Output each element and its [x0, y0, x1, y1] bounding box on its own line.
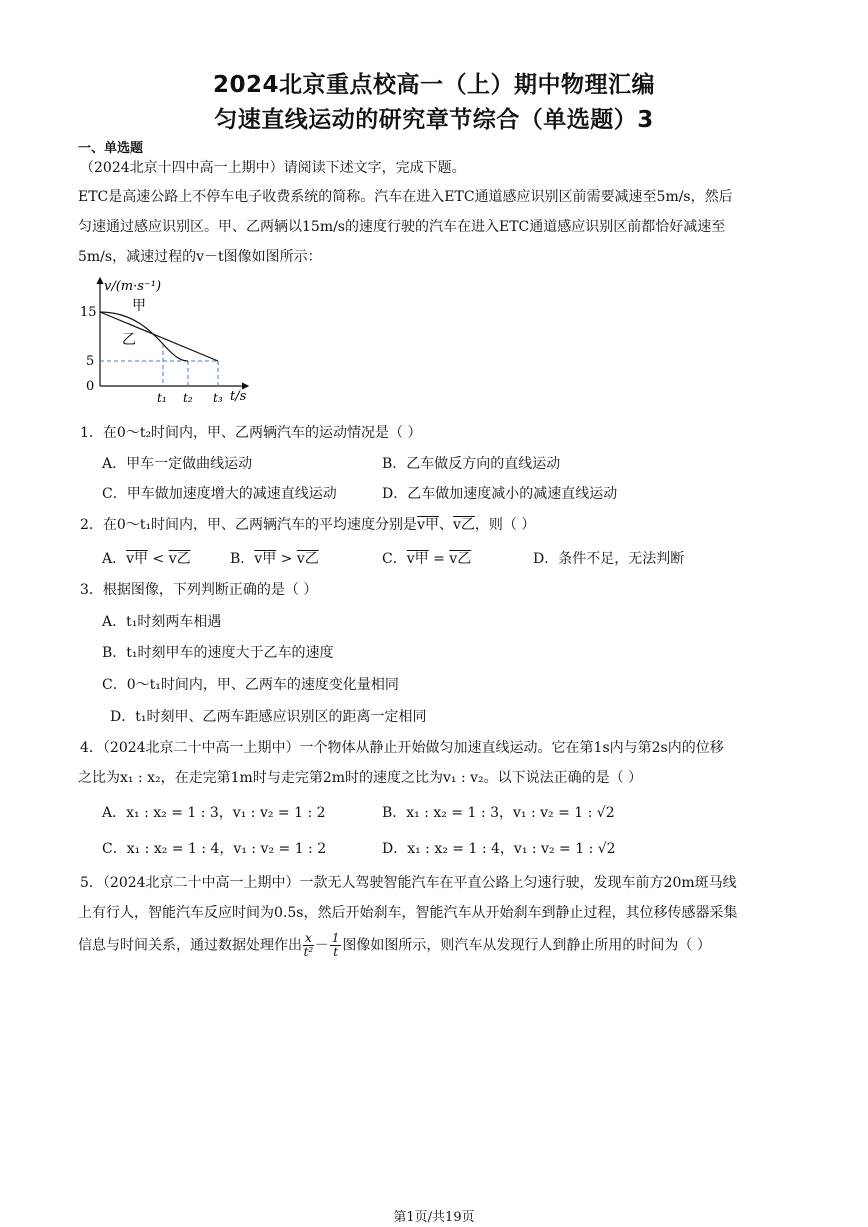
- q3-option-a[interactable]: A．t₁时刻两车相遇: [102, 614, 222, 630]
- label-yi: 乙: [122, 332, 136, 348]
- page-footer: 第1页/共19页: [393, 1210, 475, 1225]
- q5-minus: －: [314, 937, 329, 954]
- q2-option-d[interactable]: D．条件不足，无法判断: [533, 551, 685, 567]
- title-line-1: 2024北京重点校高一（上）期中物理汇编: [212, 72, 655, 98]
- q3-option-b[interactable]: B．t₁时刻甲车的速度大于乙车的速度: [102, 645, 334, 661]
- q2-sep: 、: [438, 517, 453, 533]
- q2-option-a[interactable]: [102, 548, 191, 568]
- intro-line-4: 5m/s，减速过程的v－t图像如图所示：: [78, 249, 322, 265]
- intro-line-2: ETC是高速公路上不停车电子收费系统的简称。汽车在进入ETC通道感应识别区前需要减速至5m/s，然后: [78, 189, 733, 205]
- q2-a-label: A．: [102, 551, 127, 567]
- q2-stem-pre: 2．在0～t₁时间内，甲、乙两辆汽车的平均速度分别是: [80, 517, 418, 533]
- x-tick-t1: t₁: [157, 391, 167, 405]
- q5-line-2: 上有行人，智能汽车反应时间为0.5s，然后开始刹车，智能汽车从开始刹车到静止过程，其位移传感器采集: [78, 905, 738, 921]
- q5-line3-pre: 信息与时间关系，通过数据处理作出: [78, 937, 302, 954]
- q2-b-rel: >: [276, 551, 297, 567]
- title-line-2: 匀速直线运动的研究章节综合（单选题）3: [214, 107, 654, 133]
- q2-c-vjia: v甲: [406, 551, 429, 567]
- q1-option-b[interactable]: B．乙车做反方向的直线运动: [382, 456, 561, 472]
- q1-stem: 1．在0～t₂时间内，甲、乙两辆汽车的运动情况是（ ）: [80, 425, 422, 441]
- q2-b-vyi: v乙: [296, 551, 319, 567]
- q4-option-b[interactable]: B．x₁ : x₂ = 1 : 3，v₁ : v₂ = 1 : √2: [382, 805, 615, 821]
- x-tick-t2: t₂: [183, 391, 193, 405]
- q2-option-c[interactable]: [382, 548, 471, 568]
- x-axis-label: t/s: [230, 389, 247, 404]
- section-heading: 一、单选题: [78, 141, 144, 156]
- frac2-den: t: [333, 945, 339, 959]
- q4-option-c[interactable]: C．x₁ : x₂ = 1 : 4，v₁ : v₂ = 1 : 2: [102, 841, 327, 857]
- q2-stem-post: ，则（ ）: [474, 517, 536, 533]
- v-jia-avg: v甲: [417, 517, 439, 533]
- q2-c-vyi: v乙: [449, 551, 472, 567]
- q1-option-d[interactable]: D．乙车做加速度减小的减速直线运动: [382, 486, 618, 502]
- q2-b-label: B．: [230, 551, 255, 567]
- line-yi: [100, 312, 218, 361]
- q2-b-vjia: v甲: [254, 551, 277, 567]
- y-tick-5: 5: [86, 354, 95, 369]
- frac2-num: 1: [331, 931, 340, 945]
- q2-a-rel: <: [148, 551, 169, 567]
- q5-line3-post: 图像如图所示，则汽车从发现行人到静止所用的时间为（ ）: [342, 937, 711, 954]
- intro-line-3: 匀速通过感应识别区。甲、乙两辆以15m/s的速度行驶的汽车在进入ETC通道感应识别区前都恰好减速至: [78, 219, 726, 235]
- x-tick-t3: t₃: [213, 391, 223, 405]
- y-tick-0: 0: [86, 379, 95, 394]
- q5-line-3: [78, 932, 711, 959]
- q1-option-c[interactable]: C．甲车做加速度增大的减速直线运动: [102, 486, 337, 502]
- q3-stem: 3．根据图像，下列判断正确的是（ ）: [80, 582, 318, 598]
- curve-jia: [100, 312, 188, 361]
- q3-option-d[interactable]: D．t₁时刻甲、乙两车距感应识别区的距离一定相同: [110, 709, 427, 725]
- q3-option-c[interactable]: C．0～t₁时间内，甲、乙两车的速度变化量相同: [102, 677, 399, 693]
- y-axis-label: v/(m·s⁻¹): [104, 279, 162, 294]
- fraction-1-over-t: [330, 932, 342, 959]
- y-tick-15: 15: [80, 305, 97, 320]
- q2-option-b[interactable]: [230, 548, 319, 568]
- q4-option-d[interactable]: D．x₁ : x₂ = 1 : 4，v₁ : v₂ = 1 : √2: [382, 841, 616, 857]
- q2-c-rel: =: [428, 551, 450, 567]
- frac1-num: x: [305, 931, 312, 945]
- q2-a-vjia: v甲: [126, 551, 149, 567]
- intro-line-1: （2024北京十四中高一上期中）请阅读下述文字，完成下题。: [80, 160, 466, 176]
- vt-graph: [70, 268, 265, 416]
- q4-line-1: 4．（2024北京二十中高一上期中）一个物体从静止开始做匀加速直线运动。它在第1s内与第2s内的位移: [80, 740, 724, 756]
- q5-line-1: 5．（2024北京二十中高一上期中）一款无人驾驶智能汽车在平直公路上匀速行驶，发现车前方20m斑马线: [80, 875, 737, 891]
- q4-line-2: 之比为x₁ : x₂，在走完第1m时与走完第2m时的速度之比为v₁ : v₂。以下说法正确的是（ ）: [78, 770, 643, 786]
- fraction-x-over-t2: [303, 932, 314, 959]
- label-jia: 甲: [132, 298, 146, 314]
- frac1-den: t²: [303, 945, 314, 959]
- q1-option-a[interactable]: A．甲车一定做曲线运动: [102, 456, 253, 472]
- q2-a-vyi: v乙: [168, 551, 191, 567]
- q4-option-a[interactable]: A．x₁ : x₂ = 1 : 3，v₁ : v₂ = 1 : 2: [102, 805, 326, 821]
- q2-stem: [80, 514, 535, 534]
- v-yi-avg: v乙: [452, 517, 475, 533]
- q2-c-label: C．: [382, 551, 407, 567]
